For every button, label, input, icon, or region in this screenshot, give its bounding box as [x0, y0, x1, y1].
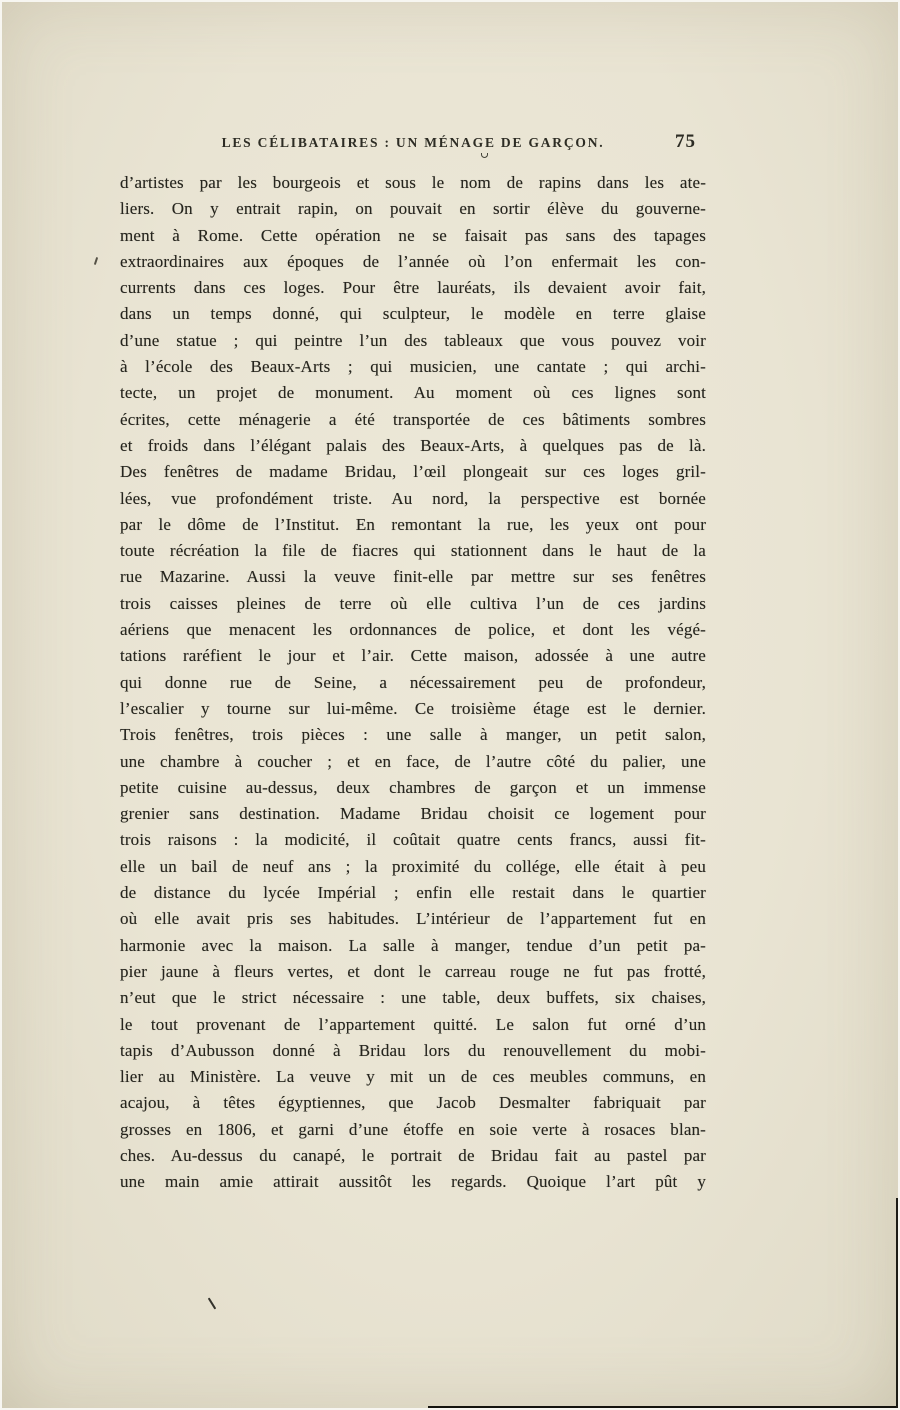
scan-artifact-backslash-mark [208, 1297, 217, 1309]
text-line: pier jaune à fleurs vertes, et dont le carreau rouge ne fut pas frotté, [120, 961, 706, 981]
text-line: grenier sans destination. Madame Bridau choisit ce logement pour [120, 804, 706, 824]
text-line: ment à Rome. Cette opération ne se faisait pas sans des tapages [120, 225, 706, 245]
text-line: l’escalier y tourne sur lui-même. Ce troisième étage est le dernier. [120, 698, 706, 718]
text-line: écrites, cette ménagerie a été transportée de ces bâtiments sombres [120, 409, 706, 429]
text-line: Trois fenêtres, trois pièces : une salle à manger, un petit salon, [120, 725, 706, 745]
text-line: liers. On y entrait rapin, on pouvait en sortir élève du gouverne- [120, 199, 706, 219]
text-line: de distance du lycée Impérial ; enfin elle restait dans le quartier [120, 883, 706, 903]
text-line: aériens que menacent les ordonnances de police, et dont les végé- [120, 620, 706, 640]
text-line: par le dôme de l’Institut. En remontant la rue, les yeux ont pour [120, 514, 706, 534]
text-line: le tout provenant de l’appartement quitté. Le salon fut orné d’un [120, 1014, 706, 1034]
text-line: une main amie attirait aussitôt les regards. Quoique l’art pût y [120, 1172, 706, 1192]
text-line: petite cuisine au-dessus, deux chambres de garçon et un immense [120, 777, 706, 797]
scan-artifact-bottom-edge-line [428, 1406, 898, 1409]
text-line: tations raréfient le jour et l’air. Cette maison, adossée à une autre [120, 646, 706, 666]
text-line: extraordinaires aux époques de l’année où l’on enfermait les con- [120, 251, 706, 271]
text-line: n’eut que le strict nécessaire : une table, deux buffets, six chaises, [120, 988, 706, 1008]
scan-artifact-left-mark [94, 257, 98, 265]
text-line: dans un temps donné, qui sculpteur, le modèle en terre glaise [120, 304, 706, 324]
text-line: trois caisses pleines de terre où elle cultiva l’un de ces jardins [120, 593, 706, 613]
body-text [120, 170, 706, 1196]
text-line: et froids dans l’élégant palais des Beaux-Arts, à quelques pas de là. [120, 435, 706, 455]
text-line: ches. Au-dessus du canapé, le portrait de Bridau fait au pastel par [120, 1145, 706, 1165]
text-line: toute récréation la file de fiacres qui stationnent dans le haut de la [120, 541, 706, 561]
text-line: lier au Ministère. La veuve y mit un de ces meubles communs, en [120, 1067, 706, 1087]
text-line: à l’école des Beaux-Arts ; qui musicien, une cantate ; qui archi- [120, 357, 706, 377]
text-line: elle un bail de neuf ans ; la proximité du collége, elle était à peu [120, 856, 706, 876]
running-title: LES CÉLIBATAIRES : UN MÉNAGE DE GARÇON. [221, 135, 605, 150]
text-line: une chambre à coucher ; et en face, de l’autre côté du palier, une [120, 751, 706, 771]
text-line: Des fenêtres de madame Bridau, l’œil plongeait sur ces loges gril- [120, 462, 706, 482]
page-number: 75 [675, 131, 696, 152]
text-line: harmonie avec la maison. La salle à manger, tendue d’un petit pa- [120, 935, 706, 955]
text-line: tapis d’Aubusson donné à Bridau lors du renouvellement du mobi- [120, 1040, 706, 1060]
page-header [120, 131, 706, 159]
text-line: rue Mazarine. Aussi la veuve finit-elle par mettre sur ses fenêtres [120, 567, 706, 587]
text-line: d’une statue ; qui peintre l’un des tableaux que vous pouvez voir [120, 330, 706, 350]
text-line: où elle avait pris ses habitudes. L’intérieur de l’appartement fut en [120, 909, 706, 929]
text-line: acajou, à têtes égyptiennes, que Jacob Desmalter fabriquait par [120, 1093, 706, 1113]
text-line: grosses en 1806, et garni d’une étoffe en soie verte à rosaces blan- [120, 1119, 706, 1139]
text-line: d’artistes par les bourgeois et sous le nom de rapins dans les ate- [120, 173, 706, 192]
text-line: trois raisons : la modicité, il coûtait quatre cents francs, aussi fit- [120, 830, 706, 850]
text-line: tecte, un projet de monument. Au moment où ces lignes sont [120, 383, 706, 403]
text-line: currents dans ces loges. Pour être lauréats, ils devaient avoir fait, [120, 278, 706, 298]
text-line: qui donne rue de Seine, a nécessairement peu de profondeur, [120, 672, 706, 692]
text-line: lées, vue profondément triste. Au nord, la perspective est bornée [120, 488, 706, 508]
scan-artifact-right-edge-line [896, 1198, 898, 1408]
